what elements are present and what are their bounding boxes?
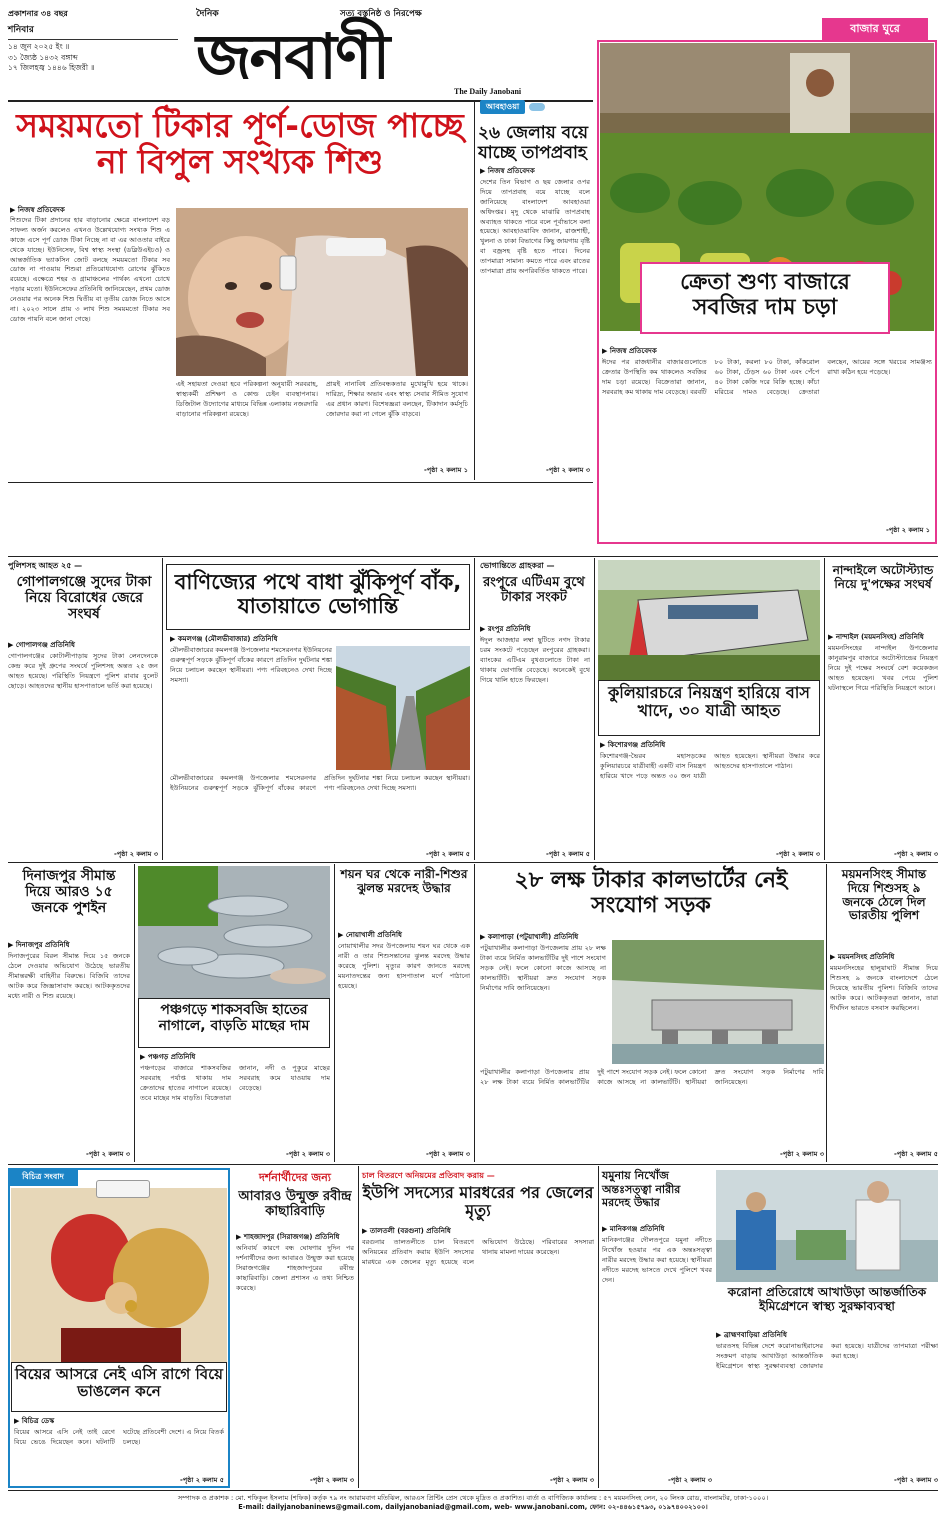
gopal-kicker: পুলিশসহ আহত ২৫ — bbox=[8, 561, 83, 570]
weather-label: আবহাওয়া bbox=[480, 100, 525, 114]
market-continued: -পৃষ্ঠা ২ কলাম ১ bbox=[886, 526, 930, 534]
immigration-art bbox=[716, 1170, 938, 1282]
tagore-byline: ▶ শাহজাদপুর (সিরাজগঞ্জ) প্রতিনিধি bbox=[236, 1233, 340, 1241]
odd-body: বিয়ের আসরে এসি নেই তাই রেগে বিয়ে ভেঙে দিয়েছেন কনে। ঘটনাটি ঘটেছে প্রতিবেশী দেশে। এ নিয়ে বিতর্ক চলছে। bbox=[14, 1428, 224, 1446]
dinajpur-body: দিনাজপুরের বিরল সীমান্ত দিয়ে ১৫ জনকে ঠেলে দেওয়ার অভিযোগ উঠেছে ভারতীয় সীমান্তরক্ষী বাহিনীর বিরুদ্ধে। বিজিবি তাদের আটক করে জিজ্ঞাসাবাদ করছে। আটককৃতদের মধ্যে নারী ও শিশু রয়েছে। bbox=[8, 952, 130, 1000]
culvert-body-b: পটুয়াখালীর কলাপাড়া উপজেলায় প্রায় ২৮ লক্ষ টাকা ব্যয়ে নির্মিত কালভার্টটির দুই পাশে সংযোগ সড়ক নেই। ফলে কোনো কাজে আসছে না কালভার্টটি। স্থানীয়রা দ্রুত সংযোগ সড়ক নির্মাণের দাবি জানিয়েছেন। bbox=[480, 1068, 824, 1086]
immigration-photo bbox=[716, 1170, 938, 1282]
hill-road-art bbox=[336, 646, 470, 770]
market-body: ঈদের পর রাজধানীর বাজারগুলোতে ক্রেতার উপস্থিতি কম থাকলেও সবজির দাম চড়া রয়েছে। বিক্রেতারা জানান, সরবরাহ কম থাকায় দাম বেড়েছে। বরবটি ৮০ টাকা, করলা ৮০ টাকা, কাঁকরোল ৬০ টাকা, ঢেঁড়স ৬০ টাকা এবং পেঁপে ৪০ টাকা কেজি দরে বিক্রি হচ্ছে। কাঁচা মরিচের দামও বেড়েছে। ক্রেতারা বলছেন, আয়ের সঙ্গে খরচের সামঞ্জস্য রাখা কঠিন হয়ে পড়েছে। bbox=[602, 358, 932, 396]
fish-continued: -পৃষ্ঠা ২ কলাম ৩ bbox=[286, 1150, 330, 1158]
fish-market-art bbox=[138, 866, 330, 998]
up-byline: ▶ তালতলী (বরগুনা) প্রতিনিধি bbox=[362, 1227, 451, 1235]
nandail-continued: -পৃষ্ঠা ২ কলাম ৩ bbox=[894, 850, 938, 858]
bus-byline: ▶ কিশোরগঞ্জ প্রতিনিধি bbox=[600, 741, 666, 749]
dinajpur-byline: ▶ দিনাজপুর প্রতিনিধি bbox=[8, 941, 70, 949]
culvert-headline: ২৮ লক্ষ টাকার কালভার্টের নেই সংযোগ সড়ক bbox=[514, 868, 788, 919]
bus-accident-photo bbox=[598, 560, 820, 680]
lead-headline: সময়মতো টিকার পূর্ণ-ডোজ পাচ্ছে না বিপুল সংখ্যক শিশু bbox=[16, 106, 464, 182]
lead-col2: এই সহায়তা দেওয়া হবে পরিকল্পনা অনুযায়ী সরবরাহ, স্বাস্থ্যকর্মী প্রশিক্ষণ ও কোল্ড চেইন ব্যবস্থাপনায়। ডিজিটাল উদ্যোগের মাধ্যমে বিভিন্ন এলাকায় নজরদারি বাড়ানোর পরিকল্পনা রয়েছে। bbox=[176, 380, 318, 418]
byline-marker-icon: ▶ bbox=[480, 167, 488, 175]
market-byline: ▶ নিজস্ব প্রতিবেদক bbox=[602, 347, 657, 355]
atm-headline: রংপুরে এটিএম বুথে টাকার সংকট bbox=[483, 575, 585, 605]
fish-byline: ▶ পঞ্চগড় প্রতিনিধি bbox=[140, 1053, 196, 1061]
culvert-art bbox=[612, 940, 824, 1064]
corona-headline: করোনা প্রতিরোধে আখাউড়া আন্তর্জাতিক ইমিগ্রেশনে স্বাস্থ্য সুরক্ষাব্যবস্থা bbox=[727, 1285, 927, 1313]
border-byline: ▶ ময়মনসিংহ প্রতিনিধি bbox=[830, 953, 895, 961]
lead-byline: ▶ নিজস্ব প্রতিবেদক bbox=[10, 206, 65, 214]
lead-col1: শিশুদের টিকা প্রদানের হার বাড়ানোর ক্ষেত্রে বাংলাদেশ বড় সাফল্য অর্জন করলেও এখনও উল্লেখযোগ্য সংখ্যক শিশু এ কাজে এসে পূর্ণ ডোজ টিকা নিচ্ছে না বা এর আওতার বাইরে থেকে যাচ্ছে। ইউনিসেফ, বিশ্ব স্বাস্থ্য সংস্থা (ডব্লিউএইচও) ও আন্তর্জাতিক ভ্যাকসিন জোট বলছে সময়মতো টিকার সব ডোজ না পাওয়ায় শিশুরা প্রতিরোধযোগ্য রোগের ঝুঁকিতে রয়েছে। এক্ষেত্রে শহর ও গ্রামাঞ্চলের পার্থক্য এখনো চোখে পড়ার মতো। ইউনিসেফের প্রতিনিধি জানিয়েছেন, প্রথম ডোজ নেওয়ার পর অনেক শিশু দ্বিতীয় বা তৃতীয় ডোজ নিতে আসে না। ২০২৩ সালে প্রায় ৩ লাখ শিশু সময়মতো টিকার সব ডোজ পায়নি বলে জানা গেছে। bbox=[10, 216, 170, 323]
culvert-continued: -পৃষ্ঠা ২ কলাম ৩ bbox=[780, 1150, 824, 1158]
masthead-logo-en: The Daily Janobani bbox=[454, 87, 522, 96]
footer-line-1: সম্পাদক ও প্রকাশক : মো. শফিকুল ইসলাম (শফিক) কর্তৃক ৭৯ নং আরামবাগ মতিঝিল, আরএস প্রিন্টিং প্রেস থেকে মুদ্রিত ও প্রকাশিত। বার্তা ও বাণিজ্যিক কার্যালয় : ৫৭ ময়মনসিংহ লেন, ২০ লিংক রোড, বাংলামটর, ঢাকা-১০০০। bbox=[177, 1494, 769, 1502]
gopal-continued: -পৃষ্ঠা ২ কলাম ৩ bbox=[114, 850, 158, 858]
wedding-art bbox=[11, 1188, 227, 1362]
atm-continued: -পৃষ্ঠা ২ কলাম ৫ bbox=[546, 850, 590, 858]
byline-marker-icon: ▶ bbox=[236, 1233, 244, 1241]
tagore-body: অনিবার্য কারণে বন্ধ ঘোষণার দুদিন পর দর্শনার্থীদের জন্য আবারও উন্মুক্ত করা হয়েছে সিরাজগঞ্জের শাহজাদপুরের রবীন্দ্র কাছারিবাড়ি। জেলা প্রশাসন এ তথ্য নিশ্চিত করেছে। bbox=[236, 1244, 354, 1292]
odd-byline: ▶ বিচিত্র ডেস্ক bbox=[14, 1417, 55, 1425]
gopal-body: গোপালগঞ্জের কোটালীপাড়ায় সুদের টাকা লেনদেনকে কেন্দ্র করে দুই গ্রুপের সংঘর্ষে পুলিশসহ অন্তত ২৫ জন আহত হয়েছে। পরিস্থিতি নিয়ন্ত্রণে পুলিশ রাবার বুলেট ছোড়ে। আহতদের স্থানীয় হাসপাতালে ভর্তি করা হয়েছে। bbox=[8, 652, 158, 690]
corona-body: ভারতসহ বিভিন্ন দেশে করোনাভাইরাসের সংক্রমণ বাড়ায় আখাউড়া আন্তর্জাতিক ইমিগ্রেশনে স্বাস্থ্য সুরক্ষাব্যবস্থা জোরদার করা হয়েছে। যাত্রীদের তাপমাত্রা পরীক্ষা করা হচ্ছে। bbox=[716, 1342, 938, 1370]
jamuna-byline: ▶ মানিকগঞ্জ প্রতিনিধি bbox=[602, 1225, 665, 1233]
up-body: বরগুনার তালতলীতে চাল বিতরণে অনিয়মের প্রতিবাদ করায় ইউপি সদস্যের মারধরে এক জেলের মৃত্যু হয়েছে বলে অভিযোগ উঠেছে। পরিবারের সদস্যরা থানায় মামলা দায়ের করেছেন। bbox=[362, 1238, 594, 1266]
weather-tag bbox=[480, 100, 590, 114]
fish-market-photo bbox=[138, 866, 330, 998]
byline-marker-icon: ▶ bbox=[480, 933, 488, 941]
trade-body: মৌলভীবাজারের কমলগঞ্জ উপজেলার শমসেরনগর ইউনিয়নের গুরুত্বপূর্ণ সড়কে ঝুঁকিপূর্ণ বাঁকের কারণে প্রতিদিন দুর্ঘটনার শঙ্কা নিয়ে চলাচল করছেন স্থানীয়রা। পণ্য পরিবহনেও দেখা দিচ্ছে সমস্যা। bbox=[170, 646, 332, 684]
rescue-byline: ▶ নোয়াখালী প্রতিনিধি bbox=[338, 931, 402, 939]
byline-marker-icon: ▶ bbox=[602, 1225, 610, 1233]
tagore-kicker: দর্শনার্থীদের জন্য bbox=[259, 1171, 331, 1184]
byline-marker-icon: ▶ bbox=[10, 206, 18, 214]
bus-headline: কুলিয়ারচরে নিয়ন্ত্রণ হারিয়ে বাস খাদে, ৩০ যাত্রী আহত bbox=[608, 683, 810, 721]
weather-continued: -পৃষ্ঠা ২ কলাম ৩ bbox=[546, 466, 590, 474]
tagore-headline: আবারও উন্মুক্ত রবীন্দ্র কাছারিবাড়ি bbox=[238, 1189, 352, 1219]
dinajpur-continued: -পৃষ্ঠা ২ কলাম ৩ bbox=[86, 1150, 130, 1158]
masthead-tagline: সত্য বস্তুনিষ্ঠ ও নিরপেক্ষ bbox=[340, 9, 422, 19]
corona-byline: ▶ ব্রাহ্মণবাড়িয়া প্রতিনিধি bbox=[716, 1331, 787, 1339]
trade-body-b: মৌলভীবাজারের কমলগঞ্জ উপজেলার শমসেরনগর ইউনিয়নের গুরুত্বপূর্ণ সড়কে ঝুঁকিপূর্ণ বাঁকের কারণে প্রতিদিন দুর্ঘটনার শঙ্কা নিয়ে চলাচল করছেন স্থানীয়রা। পণ্য পরিবহনেও দেখা দিচ্ছে সমস্যা। bbox=[170, 774, 470, 792]
market-tag: বাজার ঘুরে bbox=[822, 18, 928, 40]
byline-marker-icon: ▶ bbox=[830, 953, 838, 961]
lead-continued: -পৃষ্ঠা ২ কলাম ১ bbox=[424, 466, 468, 474]
ac-icon bbox=[96, 1180, 150, 1198]
corona-continued: -পৃষ্ঠা ২ কলাম ৩ bbox=[894, 1476, 938, 1484]
fish-headline: পঞ্চগড়ে শাকসবজি হাতের নাগালে, বাড়তি মাছের দাম bbox=[158, 1002, 310, 1035]
weather-headline: ২৬ জেলায় বয়ে যাচ্ছে তাপপ্রবাহ bbox=[478, 123, 588, 163]
day: শনিবার bbox=[8, 24, 34, 35]
tagore-continued: -পৃষ্ঠা ২ কলাম ৩ bbox=[310, 1476, 354, 1484]
byline-marker-icon: ▶ bbox=[140, 1053, 148, 1061]
trade-byline: ▶ কমলগঞ্জ (মৌলভীবাজার) প্রতিনিধি bbox=[170, 635, 278, 643]
rescue-body: নোয়াখালীর সদর উপজেলায় শয়ন ঘর থেকে এক নারী ও তার শিশুসন্তানের ঝুলন্ত মরদেহ উদ্ধার করেছে পুলিশ। মৃত্যুর কারণ জানতে মরদেহ ময়নাতদন্তের জন্য হাসপাতাল মর্গে পাঠানো হয়েছে। bbox=[338, 942, 470, 990]
nandail-headline: নান্দাইলে অটোস্ট্যান্ড নিয়ে দু'পক্ষের সংঘর্ষ bbox=[832, 563, 934, 591]
hill-road-photo bbox=[336, 646, 470, 770]
date-hijri: ১৭ জিলহজ্ব ১৪৪৬ হিজরী ॥ bbox=[8, 63, 95, 73]
gopal-headline: গোপালগঞ্জে সুদের টাকা নিয়ে বিরোধের জেরে সংঘর্ষ bbox=[16, 574, 152, 623]
bus-body: কিশোরগঞ্জ-ভৈরব মহাসড়কের কুলিয়ারচরে যাত্রীবাহী একটি বাস নিয়ন্ত্রণ হারিয়ে খাদে পড়ে অন্তত ৩০ জন যাত্রী আহত হয়েছেন। স্থানীয়রা উদ্ধার করে আহতদের হাসপাতালে পাঠান। bbox=[600, 752, 820, 780]
vaccination-photo-art bbox=[176, 208, 468, 376]
weather-byline: ▶ নিজস্ব প্রতিবেদক bbox=[480, 167, 535, 175]
byline-marker-icon: ▶ bbox=[600, 741, 608, 749]
jamuna-continued: -পৃষ্ঠা ২ কলাম ৩ bbox=[668, 1476, 712, 1484]
market-headline: ক্রেতা শুণ্য বাজারে সবজির দাম চড়া bbox=[680, 270, 850, 321]
byline-marker-icon: ▶ bbox=[602, 347, 610, 355]
rescue-headline: শয়ন ঘর থেকে নারী-শিশুর ঝুলন্ত মরদেহ উদ্ধার bbox=[340, 867, 468, 895]
jamuna-kicker: যমুনায় নিখোঁজ bbox=[602, 1169, 669, 1182]
odd-headline: বিয়ের আসরে নেই এসি রাগে বিয়ে ভাঙলেন কনে bbox=[15, 1365, 223, 1401]
logo-text: জনবাণী bbox=[196, 20, 389, 93]
atm-body: ঈদুল আজহার লম্বা ছুটিতে নগদ টাকার চরম সংকটে পড়েছেন রংপুরের গ্রাহকরা। ব্যাংকের এটিএম বুথগুলোতে টাকা না থাকায় ভোগান্তি বেড়েছে। অনেকেই বুথে গিয়ে খালি হাতে ফিরছেন। bbox=[480, 636, 590, 684]
lead-col3: প্রায়ই নানাবিধ প্রতিবন্ধকতার মুখোমুখি হয়ে থাকে। দারিদ্র্য, শিক্ষার অভাব এবং স্বাস্থ্য সেবার সীমিত সুযোগ এর প্রধান কারণ। বিশেষজ্ঞরা বলছেন, টিকাদান কর্মসূচি জোরদার করা না গেলে ঝুঁকি বাড়বে। bbox=[326, 380, 468, 418]
footer-line-2: E-mail: dailyjanobaninews@gmail.com, dailyjanobaniad@gmail.com, web- www.janobani.com, ফোন: ০২-৪৪৬১৫৭৯৩, ০১৯৭৪০০২১০০। bbox=[238, 1503, 708, 1512]
masthead-daily: দৈনিক bbox=[196, 9, 219, 19]
cloud-icon bbox=[529, 103, 545, 111]
up-continued: -পৃষ্ঠা ২ কলাম ৩ bbox=[550, 1476, 594, 1484]
atm-byline: ▶ রংপুর প্রতিনিধি bbox=[480, 625, 531, 633]
byline-marker-icon: ▶ bbox=[8, 941, 16, 949]
rescue-continued: -পৃষ্ঠা ২ কলাম ৩ bbox=[426, 1150, 470, 1158]
odd-continued: -পৃষ্ঠা ২ কলাম ৫ bbox=[180, 1476, 224, 1484]
byline-marker-icon: ▶ bbox=[338, 931, 346, 939]
byline-marker-icon: ▶ bbox=[8, 641, 16, 649]
masthead-meta bbox=[8, 8, 178, 74]
gopal-byline: ▶ গোপালগঞ্জ প্রতিনিধি bbox=[8, 641, 75, 649]
nandail-body: ময়মনসিংহের নান্দাইল উপজেলার কানুরামপুর বাজারে অটোস্ট্যান্ডের নিয়ন্ত্রণ নিয়ে দুই পক্ষের সংঘর্ষে বেশ কয়েকজন আহত হয়েছেন। খবর পেয়ে পুলিশ ঘটনাস্থলে গিয়ে পরিস্থিতি নিয়ন্ত্রণে আনে। bbox=[828, 644, 938, 692]
nandail-byline: ▶ নান্দাইল (ময়মনসিংহ) প্রতিনিধি bbox=[828, 633, 924, 641]
byline-marker-icon: ▶ bbox=[480, 625, 488, 633]
byline-marker-icon: ▶ bbox=[362, 1227, 370, 1235]
bus-accident-art bbox=[598, 560, 820, 680]
culvert-byline: ▶ কলাপাড়া (পটুয়াখালী) প্রতিনিধি bbox=[480, 933, 579, 941]
byline-marker-icon: ▶ bbox=[14, 1417, 22, 1425]
vaccination-photo bbox=[176, 208, 468, 376]
bus-continued: -পৃষ্ঠা ২ কলাম ৩ bbox=[776, 850, 820, 858]
byline-marker-icon: ▶ bbox=[170, 635, 178, 643]
byline-marker-icon: ▶ bbox=[716, 1331, 724, 1339]
wedding-photo bbox=[11, 1188, 227, 1362]
odd-tag: বিচিত্র সংবাদ bbox=[8, 1168, 78, 1186]
culvert-body: পটুয়াখালীর কলাপাড়া উপজেলায় প্রায় ২৮ লক্ষ টাকা ব্যয়ে নির্মিত কালভার্টটির দুই পাশে সংযোগ সড়ক নেই। ফলে কোনো কাজে আসছে না কালভার্টটি। স্থানীয়রা দ্রুত সংযোগ সড়ক নির্মাণের দাবি জানিয়েছেন। bbox=[480, 944, 606, 992]
trade-headline: বাণিজ্যের পথে বাধা ঝুঁকিপূর্ণ বাঁক, যাতায়াতে ভোগান্তি bbox=[174, 570, 462, 619]
year-line: প্রকাশনার ৩৪ বছর bbox=[8, 9, 68, 18]
border-body: ময়মনসিংহের হালুয়াঘাট সীমান্ত দিয়ে শিশুসহ ৯ জনকে বাংলাদেশে ঠেলে দিয়েছে ভারতীয় পুলিশ। বিজিবি তাদের আটক করে। আটককৃতরা জানান, তারা দীর্ঘদিন ভারতে বসবাস করছিলেন। bbox=[830, 964, 938, 1012]
fish-body: পঞ্চগড়ের বাজারে শাকসবজির সরবরাহ পর্যাপ্ত থাকায় দাম ক্রেতাদের হাতের নাগালে রয়েছে। তবে মাছের দাম বাড়তি। বিক্রেতারা জানান, নদী ও পুকুরে মাছের সরবরাহ কমে যাওয়ায় দাম বেড়েছে। bbox=[140, 1064, 330, 1102]
trade-continued: -পৃষ্ঠা ২ কলাম ৫ bbox=[426, 850, 470, 858]
culvert-photo bbox=[612, 940, 824, 1064]
border-headline: ময়মনসিংহ সীমান্ত দিয়ে শিশুসহ ৯ জনকে ঠেলে দিল ভারতীয় পুলিশ bbox=[841, 867, 927, 923]
date-en: ১৪ জুন ২০২৫ ইং ॥ bbox=[8, 41, 70, 51]
up-kicker: চাল বিতরণে অনিয়মের প্রতিবাদ করায় — bbox=[362, 1171, 495, 1180]
border-continued: -পৃষ্ঠা ২ কলাম ৫ bbox=[894, 1150, 938, 1158]
up-headline: ইউপি সদস্যের মারধরের পর জেলের মৃত্যু bbox=[362, 1183, 594, 1221]
atm-kicker: ভোগান্তিতে গ্রাহকরা — bbox=[480, 561, 555, 570]
footer bbox=[8, 1494, 938, 1512]
weather-body: দেশের তিন বিভাগ ও ছয় জেলার ওপর দিয়ে তাপপ্রবাহ বয়ে যাচ্ছে বলে জানিয়েছে বাংলাদেশ আবহাওয়া অধিদপ্তর। মৃদু থেকে মাঝারি তাপপ্রবাহ অব্যাহত থাকতে পারে বলে পূর্বাভাসে বলা হয়েছে। আবহাওয়াবিদ জানান, রাজশাহী, খুলনা ও ঢাকা বিভাগের কিছু জায়গায় বৃষ্টি বা বজ্রসহ বৃষ্টি হতে পারে। দিনের তাপমাত্রা সামান্য কমতে পারে এবং রাতের তাপমাত্রা প্রায় অপরিবর্তিত থাকতে পারে। bbox=[480, 178, 590, 276]
byline-marker-icon: ▶ bbox=[828, 633, 836, 641]
date-bn: ৩১ জ্যৈষ্ঠ ১৪৩২ বঙ্গাব্দ bbox=[8, 52, 78, 62]
dinajpur-headline: দিনাজপুর সীমান্ত দিয়ে আরও ১৫ জনকে পুশইন bbox=[22, 868, 116, 917]
jamuna-headline: অন্তঃসত্ত্বা নারীর মরদেহ উদ্ধার bbox=[602, 1183, 681, 1209]
jamuna-body: মানিকগঞ্জের দৌলতপুরে যমুনা নদীতে নিখোঁজ হওয়ার পর এক অন্তঃসত্ত্বা নারীর মরদেহ উদ্ধার করা হয়েছে। স্থানীয়রা নদীতে মরদেহ ভাসতে দেখে পুলিশে খবর দেন। bbox=[602, 1236, 712, 1284]
